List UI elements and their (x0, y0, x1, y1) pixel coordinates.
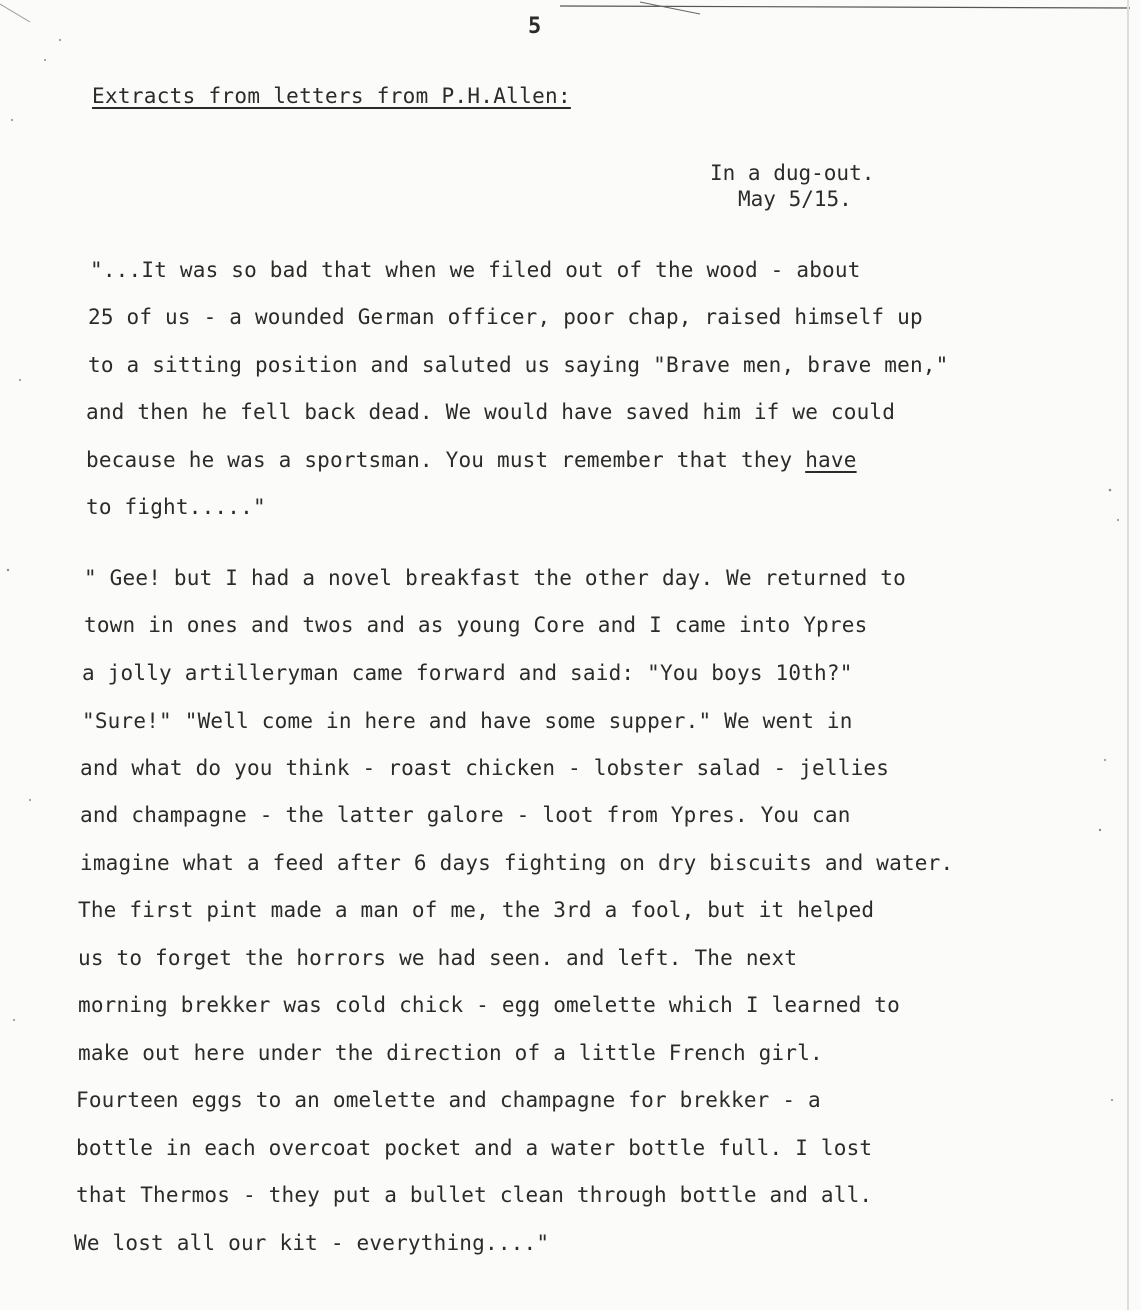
paragraph-1-line-5-text: because he was a sportsman. You must remember that they (86, 448, 806, 472)
paragraph-1-line-3: to a sitting position and saluted us saying "Brave men, brave men," (88, 353, 949, 377)
paragraph-2-line-3: a jolly artilleryman came forward and said: "You boys 10th?" (82, 661, 853, 685)
paragraph-2-line-6: and champagne - the latter galore - loot from Ypres. You can (80, 803, 851, 827)
paragraph-1-line-6: to fight....." (86, 495, 266, 519)
paragraph-2-line-7: imagine what a feed after 6 days fighting on dry biscuits and water. (80, 851, 954, 875)
paragraph-2-line-10: morning brekker was cold chick - egg omelette which I learned to (78, 993, 900, 1017)
paragraph-2-line-1: " Gee! but I had a novel breakfast the other day. We returned to (84, 566, 906, 590)
paragraph-1-line-5 (86, 448, 857, 472)
paragraph-2-line-8: The first pint made a man of me, the 3rd a fool, but it helped (78, 898, 875, 922)
document-heading: Extracts from letters from P.H.Allen: (92, 84, 571, 108)
paragraph-2-line-5: and what do you think - roast chicken - lobster salad - jellies (80, 756, 890, 780)
dateline (710, 160, 874, 212)
paragraph-2-line-9: us to forget the horrors we had seen. and left. The next (78, 946, 798, 970)
paragraph-2-line-15: We lost all our kit - everything...." (74, 1231, 550, 1255)
paragraph-1-line-4: and then he fell back dead. We would have saved him if we could (86, 400, 896, 424)
paragraph-1-line-2: 25 of us - a wounded German officer, poor chap, raised himself up (88, 305, 923, 329)
paragraph-2-line-13: bottle in each overcoat pocket and a water bottle full. I lost (76, 1136, 873, 1160)
dateline-location: In a dug-out. (710, 161, 875, 185)
paragraph-2-line-12: Fourteen eggs to an omelette and champagne for brekker - a (76, 1088, 821, 1112)
paragraph-2-line-2: town in ones and twos and as young Core and I came into Ypres (84, 613, 868, 637)
dateline-date: May 5/15. (738, 187, 852, 211)
paragraph-1-line-1: "...It was so bad that when we filed out of the wood - about (90, 258, 861, 282)
paragraph-2-line-14: that Thermos - they put a bullet clean through bottle and all. (76, 1183, 873, 1207)
underlined-word: have (805, 448, 857, 472)
page-number: 5 (528, 14, 542, 39)
paragraph-2-line-11: make out here under the direction of a little French girl. (78, 1041, 823, 1065)
paragraph-2-line-4: "Sure!" "Well come in here and have some supper." We went in (82, 709, 853, 733)
